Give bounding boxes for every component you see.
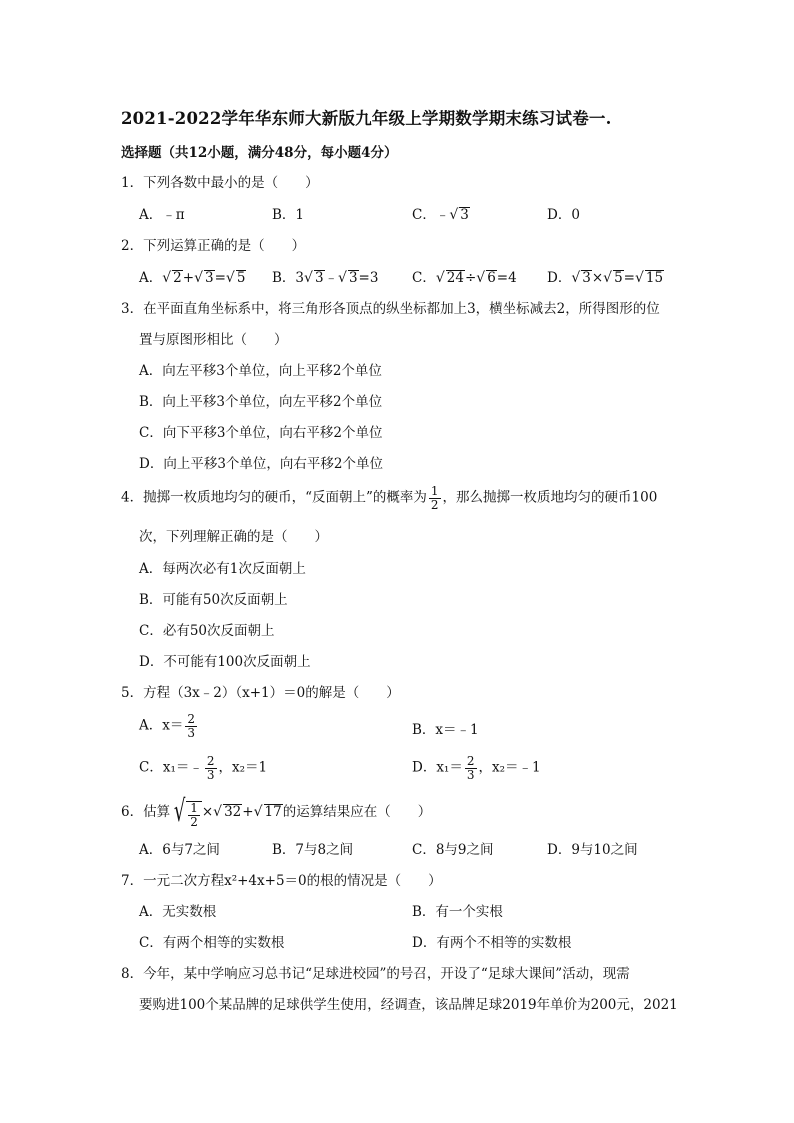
- radical-sign: √: [194, 270, 203, 286]
- radicand: 2: [173, 270, 182, 286]
- fraction: [185, 713, 197, 739]
- question-5-stem: 5．方程（3x﹣2）（x+1）＝0的解是（ ）: [121, 685, 400, 701]
- question-2-option-d: D．√ 3×√ 5=√ 15: [547, 270, 664, 286]
- question-4-option-d: D．不可能有100次反面朝上: [139, 654, 311, 670]
- radical-body: [186, 801, 202, 828]
- option-prefix: D．: [547, 270, 572, 286]
- radicand: 5: [236, 270, 246, 286]
- radical-sign: √: [435, 270, 445, 286]
- question-2-option-c: C．√ 24÷√ 6=4: [412, 270, 517, 286]
- question-3-option-c: C．向下平移3个单位，向右平移2个单位: [139, 425, 383, 441]
- fraction-denominator: 2: [190, 814, 198, 829]
- question-5-option-a: [139, 713, 199, 739]
- stem-text: 6．估算: [121, 804, 171, 821]
- radicand: 24: [446, 270, 464, 286]
- option-suffix: =4: [496, 270, 517, 286]
- section-heading: 选择题（共12小题，满分48分，每小题4分）: [121, 145, 398, 161]
- option-prefix: C．: [412, 270, 436, 286]
- fraction-denominator: 3: [187, 725, 196, 740]
- fraction: [188, 802, 200, 828]
- option-suffix: ，x₂＝1: [218, 759, 268, 776]
- fraction-numerator: 1: [430, 484, 439, 498]
- radicand: 3: [205, 270, 214, 286]
- question-4-option-c: C．必有50次反面朝上: [139, 623, 275, 639]
- radicand: 5: [614, 270, 623, 286]
- question-1-stem: 1．下列各数中最小的是（ ）: [121, 175, 319, 191]
- question-7-option-c: C．有两个相等的实数根: [139, 935, 285, 951]
- question-4-stem-line-2: 次，下列理解正确的是（ ）: [139, 529, 328, 545]
- question-6-option-c: C．8与9之间: [412, 842, 494, 858]
- radical-sign: √: [603, 270, 613, 286]
- question-7-option-a: A．无实数根: [139, 904, 217, 920]
- fraction: [205, 755, 217, 781]
- question-4-stem-line-1: [121, 485, 657, 511]
- option-suffix: ，x₂＝﹣1: [478, 759, 541, 776]
- question-5-option-b: B．x＝﹣1: [412, 722, 479, 738]
- question-2-option-b: B．3√ 3﹣√ 3=3: [272, 270, 379, 286]
- tall-radical: [170, 794, 202, 829]
- question-3-option-b: B．向上平移3个单位，向左平移2个单位: [139, 394, 383, 410]
- stem-text: 的运算结果应在（ ）: [282, 804, 432, 821]
- option-prefix: A．: [139, 270, 163, 286]
- radicand: 32: [224, 804, 242, 821]
- radical-sign: √: [162, 270, 172, 286]
- radicand: 3: [348, 270, 358, 286]
- option-prefix: D．x₁＝: [412, 759, 463, 776]
- option-prefix: C．﹣: [412, 207, 450, 223]
- radicand: 3: [582, 270, 591, 286]
- radical-sign: √: [213, 804, 223, 821]
- question-1-option-a: A．﹣π: [139, 207, 185, 223]
- question-7-option-b: B．有一个实根: [412, 904, 503, 920]
- option-suffix: =3: [358, 270, 379, 286]
- fraction-numerator: 1: [190, 801, 198, 815]
- radical-sign: √: [173, 794, 186, 829]
- option-prefix: A．x＝: [139, 717, 184, 734]
- page-title: 2021-2022学年华东师大新版九年级上学期数学期末练习试卷一.: [121, 109, 612, 128]
- question-2-option-a: A．√ 2+√ 3=√ 5: [139, 270, 246, 286]
- radical-sign: √: [304, 270, 313, 286]
- fraction-denominator: 3: [466, 767, 475, 782]
- option-prefix: B．3: [272, 270, 305, 286]
- question-6-option-d: D．9与10之间: [547, 842, 638, 858]
- radical-sign: √: [476, 270, 486, 286]
- question-7-stem: 7．一元二次方程x²+4x+5＝0的根的情况是（ ）: [121, 873, 442, 889]
- fraction-numerator: 2: [466, 754, 475, 768]
- radical-sign: √: [225, 270, 235, 286]
- fraction-denominator: 2: [430, 497, 439, 512]
- stem-text: ，那么抛掷一枚质地均匀的硬币100: [442, 489, 658, 506]
- question-1-option-c: [412, 207, 470, 223]
- radical-sign: √: [338, 270, 347, 286]
- fraction-numerator: 2: [187, 712, 196, 726]
- question-3-stem-line-2: 置与原图形相比（ ）: [139, 332, 288, 348]
- question-2-stem: 2．下列运算正确的是（ ）: [121, 238, 306, 254]
- radicand: 3: [314, 270, 324, 286]
- question-6-option-a: A．6与7之间: [139, 842, 220, 858]
- question-7-option-d: D．有两个不相等的实数根: [412, 935, 572, 951]
- option-prefix: C．x₁＝﹣: [139, 759, 203, 776]
- question-4-option-b: B．可能有50次反面朝上: [139, 592, 288, 608]
- fraction-denominator: 3: [206, 767, 215, 782]
- question-5-option-d: [412, 755, 541, 781]
- question-1-option-b: B．1: [272, 207, 305, 223]
- radicand: 15: [645, 270, 664, 286]
- plus-sign: +: [242, 804, 254, 821]
- fraction: [465, 755, 477, 781]
- question-8-line-1: 8．今年，某中学响应习总书记“足球进校园”的号召，开设了“足球大课间”活动，现需: [121, 966, 630, 982]
- times-sign: ×: [201, 804, 214, 821]
- question-6-option-b: B．7与8之间: [272, 842, 354, 858]
- question-3-option-a: A．向左平移3个单位，向上平移2个单位: [139, 363, 382, 379]
- question-5-option-c: [139, 755, 267, 781]
- fraction: [429, 485, 441, 511]
- question-1-option-d: D．0: [547, 207, 580, 223]
- radical-sign: √: [634, 270, 644, 286]
- stem-text: 4．抛掷一枚质地均匀的硬币，“反面朝上”的概率为: [121, 489, 427, 506]
- radicand: 17: [264, 804, 282, 821]
- radicand: 6: [487, 270, 496, 286]
- fraction-numerator: 2: [206, 754, 215, 768]
- question-3-option-d: D．向上平移3个单位，向右平移2个单位: [139, 456, 384, 472]
- question-8-line-2: 要购进100个某品牌的足球供学生使用，经调查，该品牌足球2019年单价为200元，2021: [139, 997, 678, 1013]
- radical-sign: √: [571, 270, 581, 286]
- question-3-stem-line-1: 3．在平面直角坐标系中，将三角形各顶点的纵坐标都加上3，横坐标减去2，所得图形的位: [121, 301, 660, 317]
- radicand: 3: [460, 207, 469, 223]
- question-6-stem: [121, 794, 432, 829]
- radical-sign: √: [253, 804, 263, 821]
- radical-sign: √: [449, 207, 459, 223]
- question-4-option-a: A．每两次必有1次反面朝上: [139, 561, 306, 577]
